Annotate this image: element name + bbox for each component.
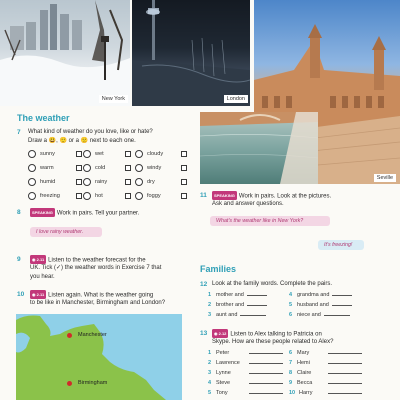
face-circle[interactable] (83, 150, 91, 158)
answer-blank[interactable] (328, 353, 362, 354)
exercise-8-instruction (30, 208, 139, 218)
answer-blank[interactable] (328, 363, 362, 364)
answer-blank[interactable] (247, 305, 267, 306)
manchester-label: Manchester (78, 332, 107, 338)
face-circle[interactable] (83, 164, 91, 172)
exercise-11-text: Work in pairs. Look at the pictures. (238, 193, 332, 200)
weather-word: freezing (40, 193, 60, 199)
tick-box[interactable] (181, 193, 187, 199)
weather-item-humid (28, 178, 82, 186)
item-number: 4 (289, 292, 293, 298)
item-number: 6 (289, 312, 293, 318)
person-name: Harry (299, 390, 313, 396)
exercise-13-number: 13 (200, 330, 208, 337)
seville-canal-illustration (200, 112, 318, 184)
person-name: Mary (297, 350, 310, 356)
person-name: Hemi (297, 360, 310, 366)
person-row (289, 370, 362, 376)
answer-blank[interactable] (240, 315, 266, 316)
weather-item-dry (135, 178, 187, 186)
item-number: 1 (208, 350, 212, 356)
tick-box[interactable] (181, 151, 187, 157)
audio-track-badge: ◉ 2.12 (212, 329, 228, 338)
audio-track-badge: ◉ 2.11 (30, 255, 46, 264)
weather-word: rainy (95, 179, 108, 185)
speaking-badge: SPEAKING (212, 191, 237, 200)
answer-blank[interactable] (249, 393, 283, 394)
exercise-9-instruction-line2: UK. Tick (✓) the weather words in Exercise 7 that (30, 265, 162, 271)
london-photo (132, 0, 250, 106)
answer-blank[interactable] (247, 295, 267, 296)
weather-item-warm (28, 164, 82, 172)
item-number: 6 (289, 350, 293, 356)
person-name: Peter (216, 350, 230, 356)
item-number: 5 (289, 302, 293, 308)
weather-item-cloudy (135, 150, 187, 158)
tick-box[interactable] (76, 165, 82, 171)
new-york-skyline-illustration (0, 0, 130, 106)
audio-track-badge: ◉ 2.11 (30, 290, 46, 299)
face-circle[interactable] (135, 192, 143, 200)
family-pair-1 (208, 292, 267, 298)
london-rain-illustration (132, 0, 250, 106)
tick-box[interactable] (181, 179, 187, 185)
answer-blank[interactable] (328, 373, 362, 374)
item-number: 3 (208, 370, 212, 376)
person-row (208, 350, 283, 356)
item-number: 9 (289, 380, 293, 386)
face-circle[interactable] (28, 150, 36, 158)
weather-item-freezing (28, 192, 82, 200)
item-number: 8 (289, 370, 293, 376)
answer-blank[interactable] (328, 383, 362, 384)
answer-blank[interactable] (332, 305, 352, 306)
person-row (289, 360, 362, 366)
face-circle[interactable] (28, 192, 36, 200)
weather-word: foggy (147, 193, 161, 199)
exercise-13-instruction-line2: Skype. How are these people related to Alex? (212, 339, 334, 345)
seville-caption: Seville (374, 174, 396, 182)
answer-blank[interactable] (332, 295, 352, 296)
item-number: 2 (208, 360, 212, 366)
weather-item-hot (83, 192, 131, 200)
family-word: husband and (297, 302, 329, 308)
weather-word: warm (40, 165, 54, 171)
uk-land-shape (16, 314, 182, 400)
families-heading: Families (200, 264, 237, 274)
face-circle[interactable] (135, 178, 143, 186)
weather-word: sunny (40, 151, 55, 157)
person-row (208, 360, 283, 366)
speech-bubble-answer: It's freezing! (318, 240, 364, 250)
family-word: aunt and (216, 312, 238, 318)
exercise-10-instruction-line2: to be like in Manchester, Birmingham and London? (30, 300, 166, 306)
face-circle[interactable] (135, 164, 143, 172)
weather-item-foggy (135, 192, 187, 200)
tick-box[interactable] (76, 193, 82, 199)
tick-box[interactable] (76, 151, 82, 157)
weather-item-windy (135, 164, 187, 172)
item-number: 2 (208, 302, 212, 308)
item-number: 1 (208, 292, 212, 298)
uk-weather-map (16, 314, 182, 400)
item-number: 4 (208, 380, 212, 386)
item-number: 5 (208, 390, 212, 396)
family-pair-3 (208, 312, 266, 318)
face-circle[interactable] (28, 178, 36, 186)
new-york-photo (0, 0, 130, 106)
weather-word: hot (95, 193, 103, 199)
speech-bubble-question: What's the weather like in New York? (210, 216, 330, 226)
face-circle[interactable] (28, 164, 36, 172)
tick-box[interactable] (181, 165, 187, 171)
face-circle[interactable] (83, 192, 91, 200)
item-number: 7 (289, 360, 293, 366)
person-row (289, 380, 362, 386)
speaking-badge: SPEAKING (30, 208, 55, 217)
birmingham-marker (67, 381, 72, 386)
speech-bubble-rainy: I love rainy weather. (30, 227, 102, 237)
family-word: brother and (216, 302, 245, 308)
item-number: 3 (208, 312, 212, 318)
person-name: Claire (297, 370, 312, 376)
answer-blank[interactable] (249, 353, 283, 354)
person-name: Lawrence (216, 360, 240, 366)
exercise-12-number: 12 (200, 281, 208, 288)
weather-word: cold (95, 165, 106, 171)
exercise-13-text: Listen to Alex talking to Patricia on (230, 331, 322, 338)
tick-box[interactable] (76, 179, 82, 185)
face-circle[interactable] (83, 178, 91, 186)
answer-blank[interactable] (249, 363, 283, 364)
weather-item-rainy (83, 178, 131, 186)
exercise-8-text: Work in pairs. Tell your partner. (56, 210, 140, 217)
manchester-marker (67, 333, 72, 338)
family-word: niece and (297, 312, 321, 318)
exercise-11-instruction-line2: Ask and answer questions. (212, 201, 284, 207)
weather-item-sunny (28, 150, 82, 158)
exercise-12-instruction: Look at the family words. Complete the pairs. (212, 281, 333, 287)
exercise-10-number: 10 (17, 291, 25, 298)
weather-word: humid (40, 179, 56, 185)
tick-box[interactable] (125, 193, 131, 199)
exercise-11-number: 11 (200, 192, 207, 199)
item-number: 10 (289, 390, 296, 396)
exercise-9-instruction-line3: you hear. (30, 274, 55, 280)
family-pair-5 (289, 302, 352, 308)
weather-word: wet (95, 151, 104, 157)
weather-word: cloudy (147, 151, 164, 157)
person-name: Becca (297, 380, 313, 386)
exercise-7-number: 7 (17, 129, 21, 136)
person-row (208, 370, 283, 376)
answer-blank[interactable] (328, 393, 362, 394)
family-pair-6 (289, 312, 350, 318)
weather-heading: The weather (17, 113, 70, 123)
birmingham-label: Birmingham (78, 380, 108, 386)
exercise-9-number: 9 (17, 256, 21, 263)
tick-box[interactable] (125, 151, 131, 157)
face-circle[interactable] (135, 150, 143, 158)
person-name: Lynne (216, 370, 231, 376)
weather-item-cold (83, 164, 131, 172)
person-row (208, 380, 283, 386)
exercise-10-text: Listen again. What is the weather going (48, 292, 154, 299)
exercise-8-number: 8 (17, 209, 21, 216)
exercise-7-instruction-line1: What kind of weather do you love, like or hate? (28, 129, 153, 135)
seville-canal-photo (200, 112, 318, 184)
family-word: mother and (216, 292, 244, 298)
family-pair-4 (289, 292, 352, 298)
weather-word: dry (147, 179, 155, 185)
tick-box[interactable] (125, 179, 131, 185)
answer-blank[interactable] (249, 373, 283, 374)
person-row (289, 350, 362, 356)
answer-blank[interactable] (249, 383, 283, 384)
exercise-9-text: Listen to the weather forecast for the (48, 257, 146, 264)
weather-word: windy (147, 165, 162, 171)
tick-box[interactable] (125, 165, 131, 171)
family-word: grandma and (297, 292, 330, 298)
family-pair-2 (208, 302, 267, 308)
london-caption: London (224, 95, 248, 103)
weather-item-wet (83, 150, 131, 158)
exercise-7-instruction-line2: Draw a 😃, 🙂 or a 🙁 next to each one. (28, 138, 136, 144)
person-name: Tony (216, 390, 228, 396)
person-row (208, 390, 283, 396)
person-name: Steve (216, 380, 231, 386)
person-row (289, 390, 362, 396)
new-york-caption: New York (99, 95, 128, 103)
answer-blank[interactable] (324, 315, 350, 316)
